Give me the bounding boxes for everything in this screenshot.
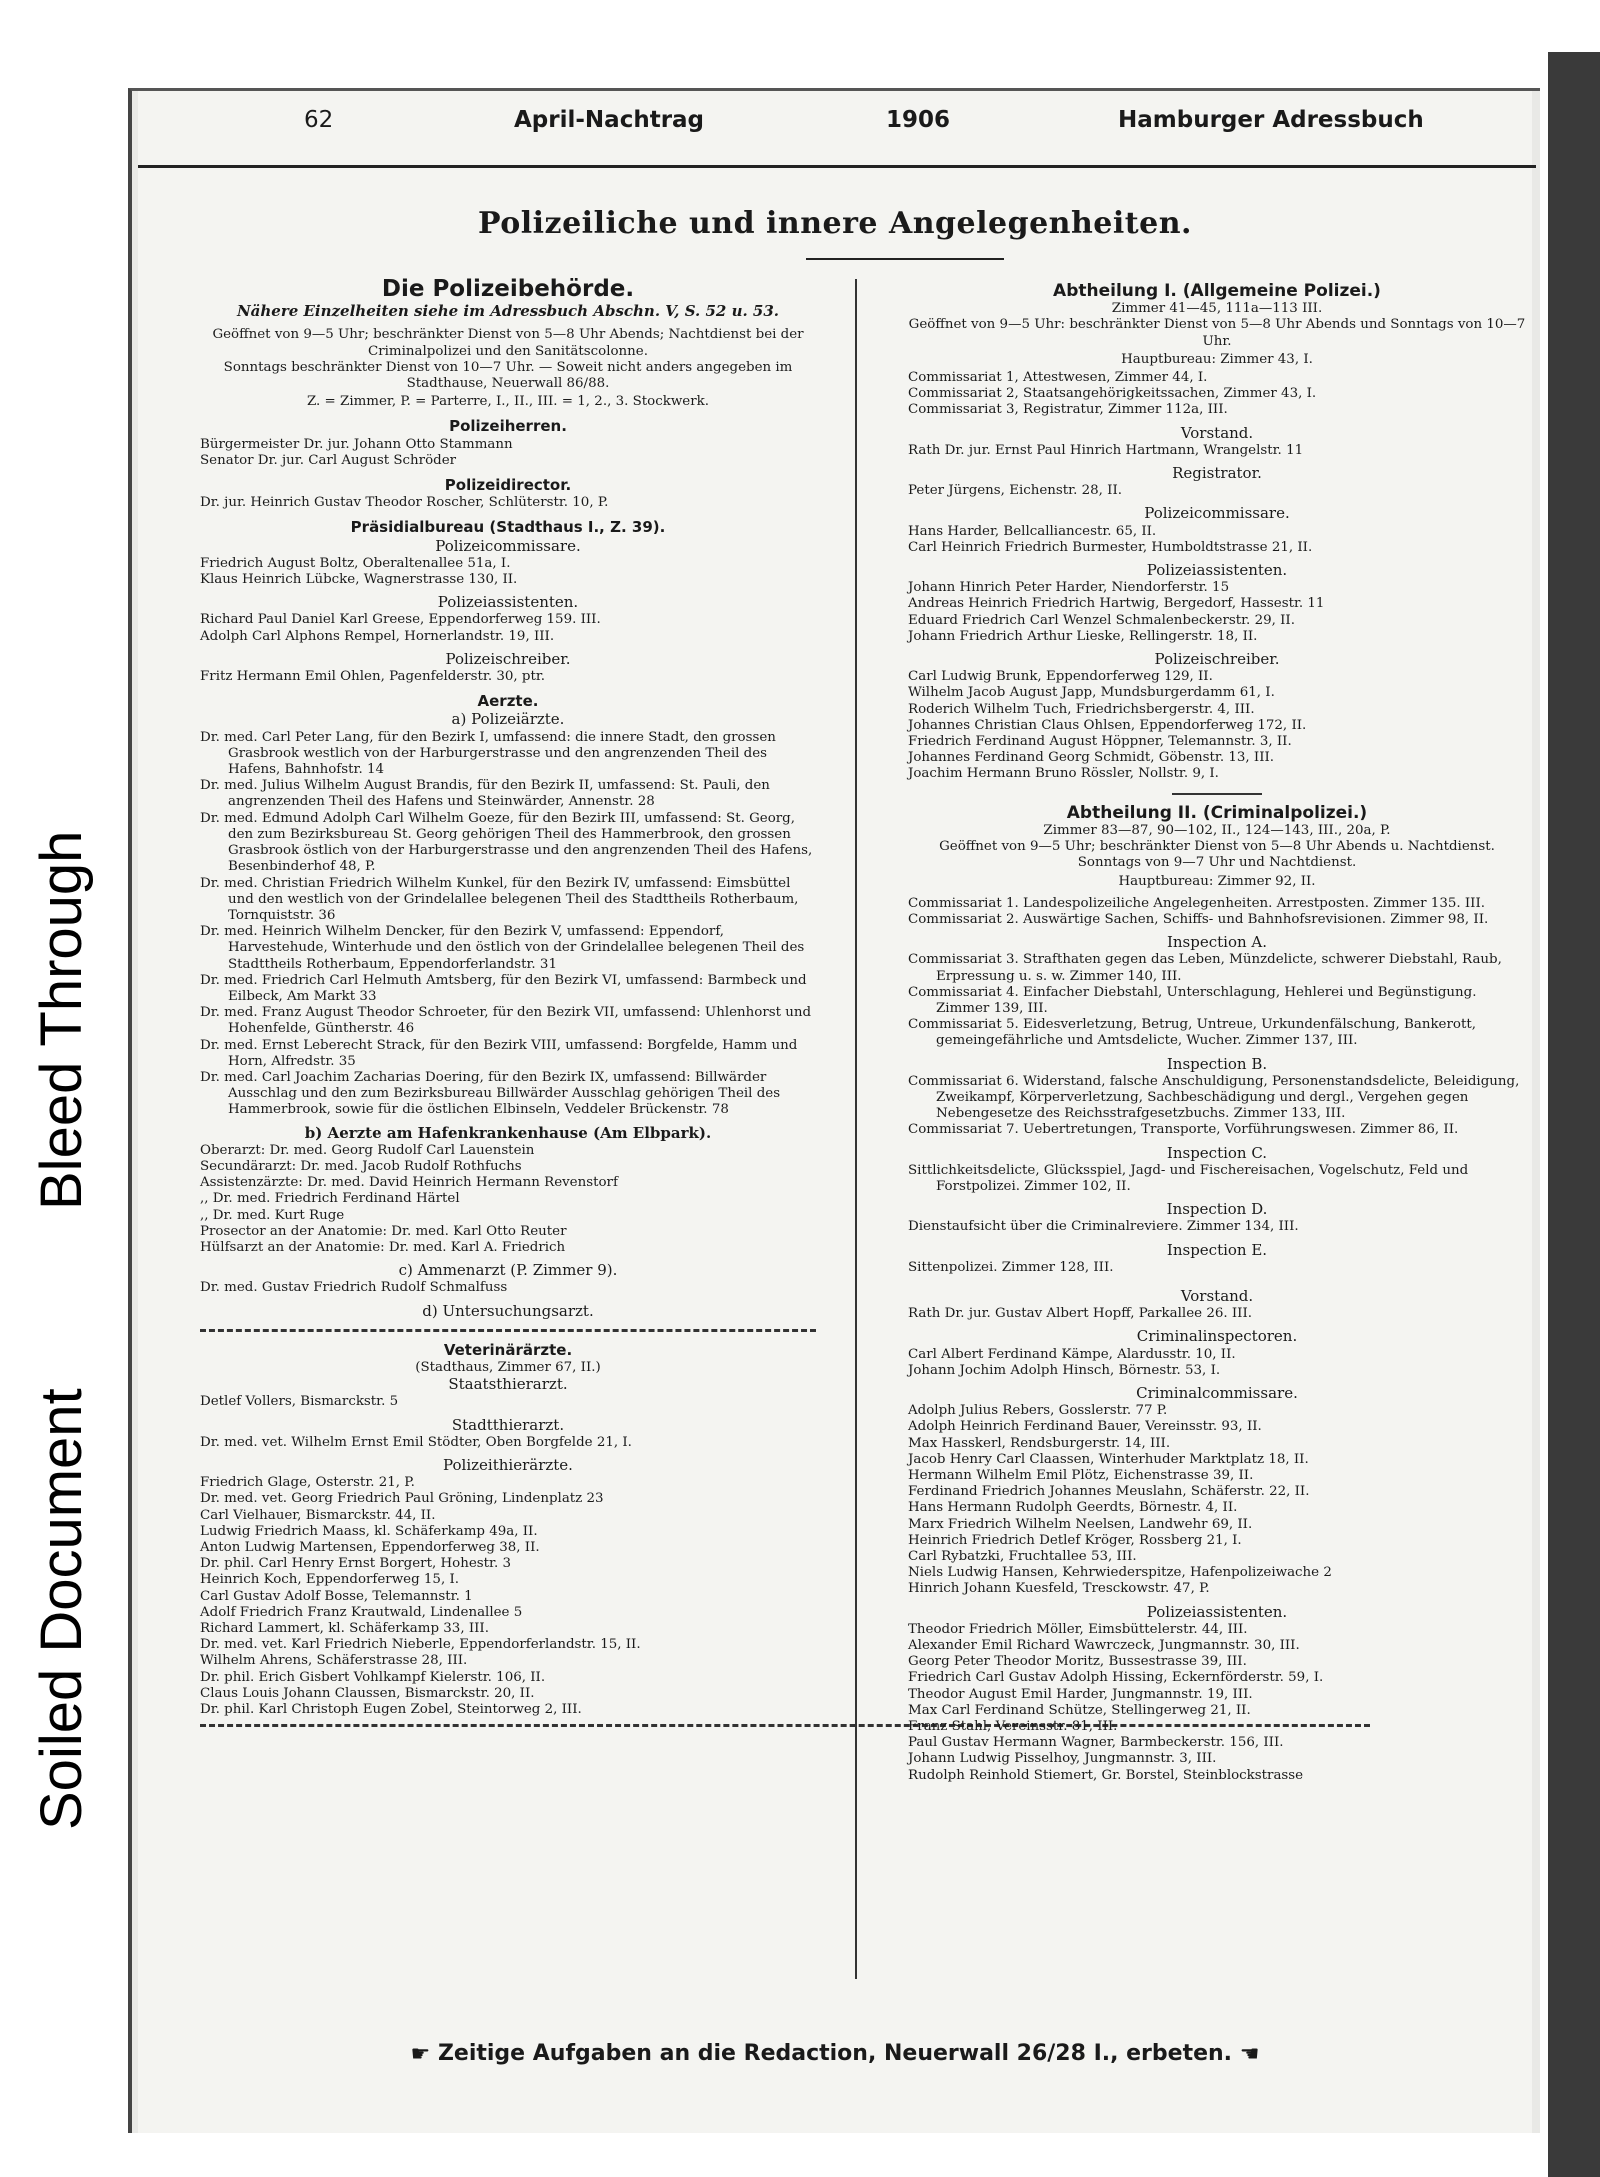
section-title: Präsidialbureau (Stadthaus I., Z. 39).: [350, 518, 666, 537]
header-publication: Hamburger Adressbuch: [1118, 107, 1424, 133]
list-item: Dr. jur. Heinrich Gustav Theodor Roscher, Schlüterstr. 10, P.: [200, 495, 609, 511]
running-header: [138, 107, 1532, 147]
section-subtitle: Inspection D.: [1166, 1200, 1268, 1219]
list-item: Johann Friedrich Arthur Lieske, Rellingerstr. 18, II.: [908, 628, 1258, 644]
intro-line: Sonntags beschränkter Dienst von 10—7 Uhr. — Soweit nicht anders angegeben im Stadthause, Neuerwall 86/88.: [223, 359, 793, 392]
list-item: Commissariat 7. Uebertretungen, Transporte, Vorführungswesen. Zimmer 86, II.: [908, 1122, 1459, 1138]
list-item: Sittlichkeitsdelicte, Glücksspiel, Jagd- und Fischereisachen, Vogelschutz, Feld und Forstpolizei. Zimmer 102, II.: [908, 1162, 1469, 1194]
list-item: Hinrich Johann Kuesfeld, Tresckowstr. 47, P.: [908, 1581, 1210, 1597]
header-rule: [138, 165, 1536, 168]
list-item: Rath Dr. jur. Gustav Albert Hopff, Parkallee 26. III.: [908, 1306, 1252, 1322]
list-item: Richard Lammert, kl. Schäferkamp 33, III.: [200, 1621, 489, 1637]
list-item: Dr. phil. Karl Christoph Eugen Zobel, Steintorweg 2, III.: [200, 1702, 582, 1718]
list-item: Peter Jürgens, Eichenstr. 28, II.: [908, 483, 1123, 499]
list-item: Commissariat 2. Auswärtige Sachen, Schiffs- und Bahnhofsrevisionen. Zimmer 98, II.: [908, 911, 1489, 927]
section-subtitle: Polizeicommissare.: [435, 536, 581, 555]
left-column: [200, 276, 816, 1737]
section-subtitle: Polizeicommissare.: [1144, 504, 1290, 523]
heading-polizeibehoerde: Die Polizeibehörde.: [381, 276, 635, 302]
list-item: Rudolph Reinhold Stiemert, Gr. Borstel, Steinblockstrasse: [908, 1767, 1304, 1783]
list-item: Roderich Wilhelm Tuch, Friedrichsbergerstr. 4, III.: [908, 701, 1255, 717]
list-item: Hermann Wilhelm Emil Plötz, Eichenstrasse 39, II.: [908, 1468, 1254, 1483]
dashed-separator: [200, 1329, 816, 1332]
section-note: Hauptbureau: Zimmer 43, I.: [1121, 351, 1313, 367]
section-subtitle: Polizeiassistenten.: [1146, 1602, 1288, 1621]
section-note: Geöffnet von 9—5 Uhr; beschränkter Dienst von 5—8 Uhr Abends u. Nachtdienst. Sonntags von 9—7 Uhr und Nachtdienst.: [939, 839, 1495, 871]
short-rule: [1172, 793, 1262, 795]
section-subtitle: Polizeithierärzte.: [443, 1456, 573, 1474]
list-item: Dr. med. Ernst Leberecht Strack, für den Bezirk VIII, umfassend: Borgfelde, Hamm und Horn, Alfredstr. 35: [200, 1037, 798, 1069]
list-item: Senator Dr. jur. Carl August Schröder: [200, 452, 457, 468]
section-subtitle: Stadtthierarzt.: [451, 1415, 565, 1434]
list-item: Carl Albert Ferdinand Kämpe, Alardusstr. 10, II.: [908, 1346, 1236, 1362]
section-note: (Stadthaus, Zimmer 67, II.): [415, 1359, 601, 1375]
list-item: Andreas Heinrich Friedrich Hartwig, Bergedorf, Hassestr. 11: [908, 596, 1325, 612]
list-item: Rath Dr. jur. Ernst Paul Hinrich Hartmann, Wrangelstr. 11: [908, 442, 1304, 458]
list-item: Johannes Ferdinand Georg Schmidt, Göbenstr. 13, III.: [908, 750, 1275, 766]
list-item: Friedrich August Boltz, Oberaltenallee 51a, I.: [200, 555, 511, 571]
list-item: Commissariat 1. Landespolizeiliche Angelegenheiten. Arrestposten. Zimmer 135. III.: [908, 895, 1486, 911]
list-item: Dr. med. Franz August Theodor Schroeter, für den Bezirk VII, umfassend: Uhlenhorst und Hohenfelde, Güntherstr. 46: [200, 1005, 812, 1037]
intro-line: Z. = Zimmer, P. = Parterre, I., II., III. = 1, 2., 3. Stockwerk.: [306, 394, 710, 410]
list-item: Dr. med. Edmund Adolph Carl Wilhelm Goeze, für den Bezirk III, umfassend: St. Georg, den zum Bezirksbureau St. Georg gehörigen Theil des Hammerbrook, den grossen Grasbrook östlich von der Harburgerstrasse und den angrenzenden Theil des Hafens, Besenbinderhof 48, P.: [200, 810, 813, 875]
header-section: April-Nachtrag: [514, 107, 705, 133]
list-item: Commissariat 3, Registratur, Zimmer 112a, III.: [908, 402, 1228, 418]
list-item: Anton Ludwig Martensen, Eppendorferweg 38, II.: [200, 1540, 540, 1556]
list-item: Fritz Hermann Emil Ohlen, Pagenfelderstr. 30, ptr.: [200, 669, 546, 685]
list-item: Theodor August Emil Harder, Jungmannstr. 19, III.: [908, 1686, 1253, 1702]
list-item: Max Carl Ferdinand Schütze, Stellingerweg 21, II.: [908, 1702, 1251, 1718]
list-item: Klaus Heinrich Lübcke, Wagnerstrasse 130, II.: [200, 572, 518, 588]
list-item: Dienstaufsicht über die Criminalreviere. Zimmer 134, III.: [908, 1219, 1299, 1235]
list-item: Georg Peter Theodor Moritz, Bussestrasse 39, III.: [908, 1654, 1247, 1670]
list-item: Heinrich Koch, Eppendorferweg 15, I.: [200, 1572, 460, 1588]
list-item: Assistenzärzte: Dr. med. David Heinrich Hermann Revenstorf: [200, 1175, 618, 1191]
list-item: ,, Dr. med. Friedrich Ferdinand Härtel: [200, 1191, 460, 1207]
list-item: Carl Ludwig Brunk, Eppendorferweg 129, II.: [908, 669, 1213, 685]
list-item: Dr. med. vet. Wilhelm Ernst Emil Stödter, Oben Borgfelde 21, I.: [200, 1434, 632, 1450]
list-item: Joachim Hermann Bruno Rössler, Nollstr. 9, I.: [908, 766, 1219, 782]
list-item: Carl Rybatzki, Fruchtallee 53, III.: [908, 1549, 1137, 1565]
list-item: Johann Ludwig Pisselhoy, Jungmannstr. 3, III.: [908, 1751, 1217, 1767]
soiled-document-label: Soiled Document: [29, 1388, 94, 1830]
list-item: Johann Hinrich Peter Harder, Niendorferstr. 15: [908, 580, 1230, 596]
section-subtitle: Staatsthierarzt.: [448, 1375, 568, 1394]
pointing-hand-icon: ☛: [410, 2041, 431, 2067]
section-title: Aerzte.: [477, 692, 539, 711]
list-item: Heinrich Friedrich Detlef Kröger, Rossberg 21, I.: [908, 1532, 1242, 1548]
list-item: Friedrich Ferdinand August Höppner, Telemannstr. 3, II.: [908, 734, 1292, 750]
section-subtitle: Criminalcommissare.: [1136, 1383, 1298, 1402]
section-note: Zimmer 83—87, 90—102, II., 124—143, III., 20a, P.: [1043, 822, 1391, 838]
list-item: Theodor Friedrich Möller, Eimsbüttelerstr. 44, III.: [908, 1621, 1248, 1637]
section-title: Abtheilung I. (Allgemeine Polizei.): [1053, 281, 1381, 301]
section-subtitle: Inspection E.: [1166, 1240, 1268, 1259]
list-item: Dr. med. vet. Karl Friedrich Nieberle, Eppendorferlandstr. 15, II.: [200, 1637, 641, 1653]
list-item: Dr. med. Christian Friedrich Wilhelm Kunkel, für den Bezirk IV, umfassend: Eimsbüttel und den westlich von der Grindelallee belegenen Theil des Stadttheils Rotherbaum, Tornquiststr. 36: [200, 875, 799, 923]
right-column: [908, 279, 1526, 1784]
list-item: Hans Hermann Rudolph Geerdts, Börnestr. 4, II.: [908, 1500, 1238, 1516]
section-subtitle: Inspection A.: [1166, 933, 1268, 952]
list-item: Commissariat 2, Staatsangehörigkeitssachen, Zimmer 43, I.: [908, 386, 1317, 402]
section-subtitle: Polizeiassistenten.: [437, 593, 579, 612]
section-subtitle: b) Aerzte am Hafenkrankenhause (Am Elbpark).: [304, 1123, 712, 1142]
list-item: Adolph Julius Rebers, Gosslerstr. 77 P.: [908, 1403, 1168, 1419]
section-subtitle: Polizeischreiber.: [1154, 650, 1280, 669]
list-item: Dr. med. Friedrich Carl Helmuth Amtsberg, für den Bezirk VI, umfassend: Barmbeck und Eilbeck, Am Markt 33: [200, 972, 807, 1004]
list-item: Secundärarzt: Dr. med. Jacob Rudolf Rothfuchs: [200, 1158, 522, 1174]
list-item: Dr. med. Julius Wilhelm August Brandis, für den Bezirk II, umfassend: St. Pauli, den angrenzenden Theil des Hafens und Steinwärder, Annenstr. 28: [200, 778, 770, 810]
list-item: Detlef Vollers, Bismarckstr. 5: [200, 1394, 399, 1410]
list-item: Hans Harder, Bellcalliancestr. 65, II.: [908, 523, 1157, 539]
list-item: Commissariat 3. Strafthaten gegen das Leben, Münzdelicte, schwerer Diebstahl, Raub, Erpressung u. s. w. Zimmer 140, III.: [908, 952, 1502, 984]
list-item: Friedrich Carl Gustav Adolph Hissing, Eckernförderstr. 59, I.: [908, 1670, 1324, 1686]
list-item: Dr. med. Carl Peter Lang, für den Bezirk I, umfassend: die innere Stadt, den grossen Grasbrook westlich von der Harburgerstrasse und den angrenzenden Theil des Hafens, Bahnhofstr. 14: [200, 729, 776, 778]
list-item: Johann Jochim Adolph Hinsch, Börnestr. 53, I.: [908, 1362, 1221, 1378]
list-item: Carl Gustav Adolf Bosse, Telemannstr. 1: [200, 1588, 473, 1604]
list-item: Niels Ludwig Hansen, Kehrwiederspitze, Hafenpolizeiwache 2: [908, 1565, 1332, 1581]
list-item: Wilhelm Jacob August Japp, Mundsburgerdamm 61, I.: [908, 685, 1275, 701]
section-subtitle: Vorstand.: [1180, 423, 1254, 442]
list-item: Paul Gustav Hermann Wagner, Barmbeckerstr. 156, III.: [908, 1735, 1284, 1751]
list-item: Prosector an der Anatomie: Dr. med. Karl Otto Reuter: [200, 1223, 567, 1239]
list-item: Bürgermeister Dr. jur. Johann Otto Stammann: [200, 436, 513, 452]
list-item: Dr. med. vet. Georg Friedrich Paul Gröning, Lindenplatz 23: [200, 1491, 604, 1507]
intro-line: Geöffnet von 9—5 Uhr; beschränkter Dienst von 5—8 Uhr Abends; Nachtdienst bei der Criminalpolizei und den Sanitätscolonne.: [212, 327, 804, 359]
list-item: ,, Dr. med. Kurt Ruge: [200, 1207, 345, 1223]
list-item: Eduard Friedrich Carl Wenzel Schmalenbeckerstr. 29, II.: [908, 612, 1295, 628]
list-item: Dr. med. Gustav Friedrich Rudolf Schmalfuss: [200, 1280, 508, 1296]
section-title: Polizeidirector.: [444, 476, 572, 495]
list-item: Carl Heinrich Friedrich Burmester, Humboldtstrasse 21, II.: [908, 539, 1313, 555]
list-item: Commissariat 5. Eidesverletzung, Betrug, Untreue, Urkundenfälschung, Bankerott, gemeingefährliche und Amtsdelicte, Wucher. Zimmer 137, III.: [908, 1017, 1476, 1049]
list-item: Hülfsarzt an der Anatomie: Dr. med. Karl A. Friedrich: [200, 1239, 566, 1255]
list-item: Dr. phil. Carl Henry Ernst Borgert, Hohestr. 3: [200, 1556, 511, 1572]
list-item: Adolph Heinrich Ferdinand Bauer, Vereinsstr. 93, II.: [908, 1419, 1262, 1435]
page-number: 62: [304, 107, 334, 133]
pointing-hand-icon: ☚: [1239, 2041, 1260, 2067]
page-title: Polizeiliche und innere Angelegenheiten.: [478, 206, 1192, 241]
scanned-page: [128, 88, 1540, 2133]
section-note: Zimmer 41—45, 111a—113 III.: [1111, 301, 1323, 317]
scan-edge: [1548, 52, 1600, 2177]
section-subtitle: Polizeiassistenten.: [1146, 561, 1288, 580]
bleed-through-label: Bleed Through: [29, 830, 94, 1210]
list-item: Claus Louis Johann Claussen, Bismarckstr. 20, II.: [200, 1685, 535, 1701]
footer-notice: [138, 2041, 1532, 2067]
list-item: Dr. med. Heinrich Wilhelm Dencker, für den Bezirk V, umfassend: Eppendorf, Harvestehude, Winterhude und den östlich von der Grindelallee belegenen Theil des Stadttheils Rotherbaum, Eppendorferlandstr. 31: [200, 924, 805, 972]
title-rule: [806, 258, 1004, 260]
list-item: Commissariat 6. Widerstand, falsche Anschuldigung, Personenstandsdelicte, Beleidigung, Zweikampf, Körperverletzung, Sachbeschädigung und dergl., Vergehen gegen Nebengesetze des Reichsstrafgesetzbuchs. Zimmer 133, III.: [908, 1073, 1520, 1122]
list-item: Jacob Henry Carl Claassen, Winterhuder Marktplatz 18, II.: [908, 1451, 1309, 1467]
footer-text: Zeitige Aufgaben an die Redaction, Neuerwall 26/28 I., erbeten.: [437, 2041, 1233, 2066]
list-item: Wilhelm Ahrens, Schäferstrasse 28, III.: [200, 1653, 468, 1669]
list-item: Sittenpolizei. Zimmer 128, III.: [908, 1259, 1114, 1275]
section-note: Hauptbureau: Zimmer 92, II.: [1118, 873, 1316, 889]
list-item: Franz Stahl, Vereinsstr. 81, III.: [908, 1719, 1118, 1735]
list-item: Richard Paul Daniel Karl Greese, Eppendorferweg 159. III.: [200, 612, 601, 628]
list-item: Commissariat 4. Einfacher Diebstahl, Unterschlagung, Hehlerei und Begünstigung. Zimmer 139, III.: [908, 984, 1477, 1016]
list-item: Dr. phil. Erich Gisbert Vohlkampf Kielerstr. 106, II.: [200, 1669, 546, 1685]
list-item: Alexander Emil Richard Wawrczeck, Jungmannstr. 30, III.: [908, 1638, 1300, 1654]
section-note: Geöffnet von 9—5 Uhr: beschränkter Dienst von 5—8 Uhr Abends und Sonntags von 10—7 Uhr.: [908, 317, 1526, 349]
list-item: Adolf Friedrich Franz Krautwald, Lindenallee 5: [200, 1604, 523, 1620]
list-item: Adolph Carl Alphons Rempel, Hornerlandstr. 19, III.: [200, 628, 555, 644]
section-title: Veterinärärzte.: [443, 1340, 573, 1359]
list-item: Dr. med. Carl Joachim Zacharias Doering, für den Bezirk IX, umfassend: Billwärder Ausschlag und den zum Bezirksbureau Billwärder Ausschlag gehörigen Theil des Hammerbrook, sowie für die östlichen Elbinseln, Veddeler Brückenstr. 78: [200, 1069, 781, 1118]
section-subtitle: c) Ammenarzt (P. Zimmer 9).: [398, 1261, 618, 1280]
section-subtitle: Polizeischreiber.: [445, 649, 571, 668]
list-item: Oberarzt: Dr. med. Georg Rudolf Carl Lauenstein: [200, 1142, 535, 1158]
list-item: Ludwig Friedrich Maass, kl. Schäferkamp 49a, II.: [200, 1523, 538, 1539]
section-title: Abtheilung II. (Criminalpolizei.): [1066, 802, 1368, 823]
section-subtitle: Criminalinspectoren.: [1136, 1327, 1298, 1346]
subheading: Nähere Einzelheiten siehe im Adressbuch Abschn. V, S. 52 u. 53.: [236, 302, 780, 321]
list-item: Commissariat 1, Attestwesen, Zimmer 44, I.: [908, 370, 1208, 386]
section-title: Polizeiherren.: [449, 417, 567, 436]
section-subtitle: Registrator.: [1172, 464, 1262, 483]
list-item: Friedrich Glage, Osterstr. 21, P.: [200, 1475, 415, 1491]
list-item: Marx Friedrich Wilhelm Neelsen, Landwehr 69, II.: [908, 1516, 1253, 1532]
section-subtitle: Vorstand.: [1180, 1286, 1254, 1305]
section-subtitle: d) Untersuchungsarzt.: [422, 1301, 594, 1320]
section-subtitle: Inspection B.: [1166, 1054, 1268, 1073]
section-subtitle: a) Polizeiärzte.: [451, 710, 565, 729]
side-labels: [0, 0, 120, 2177]
list-item: Ferdinand Friedrich Johannes Meuslahn, Schäferstr. 22, II.: [908, 1484, 1310, 1500]
list-item: Carl Vielhauer, Bismarckstr. 44, II.: [200, 1507, 436, 1523]
list-item: Max Hasskerl, Rendsburgerstr. 14, III.: [908, 1435, 1171, 1451]
list-item: Johannes Christian Claus Ohlsen, Eppendorferweg 172, II.: [908, 717, 1307, 733]
header-year: 1906: [886, 107, 951, 133]
section-subtitle: Inspection C.: [1166, 1143, 1268, 1162]
